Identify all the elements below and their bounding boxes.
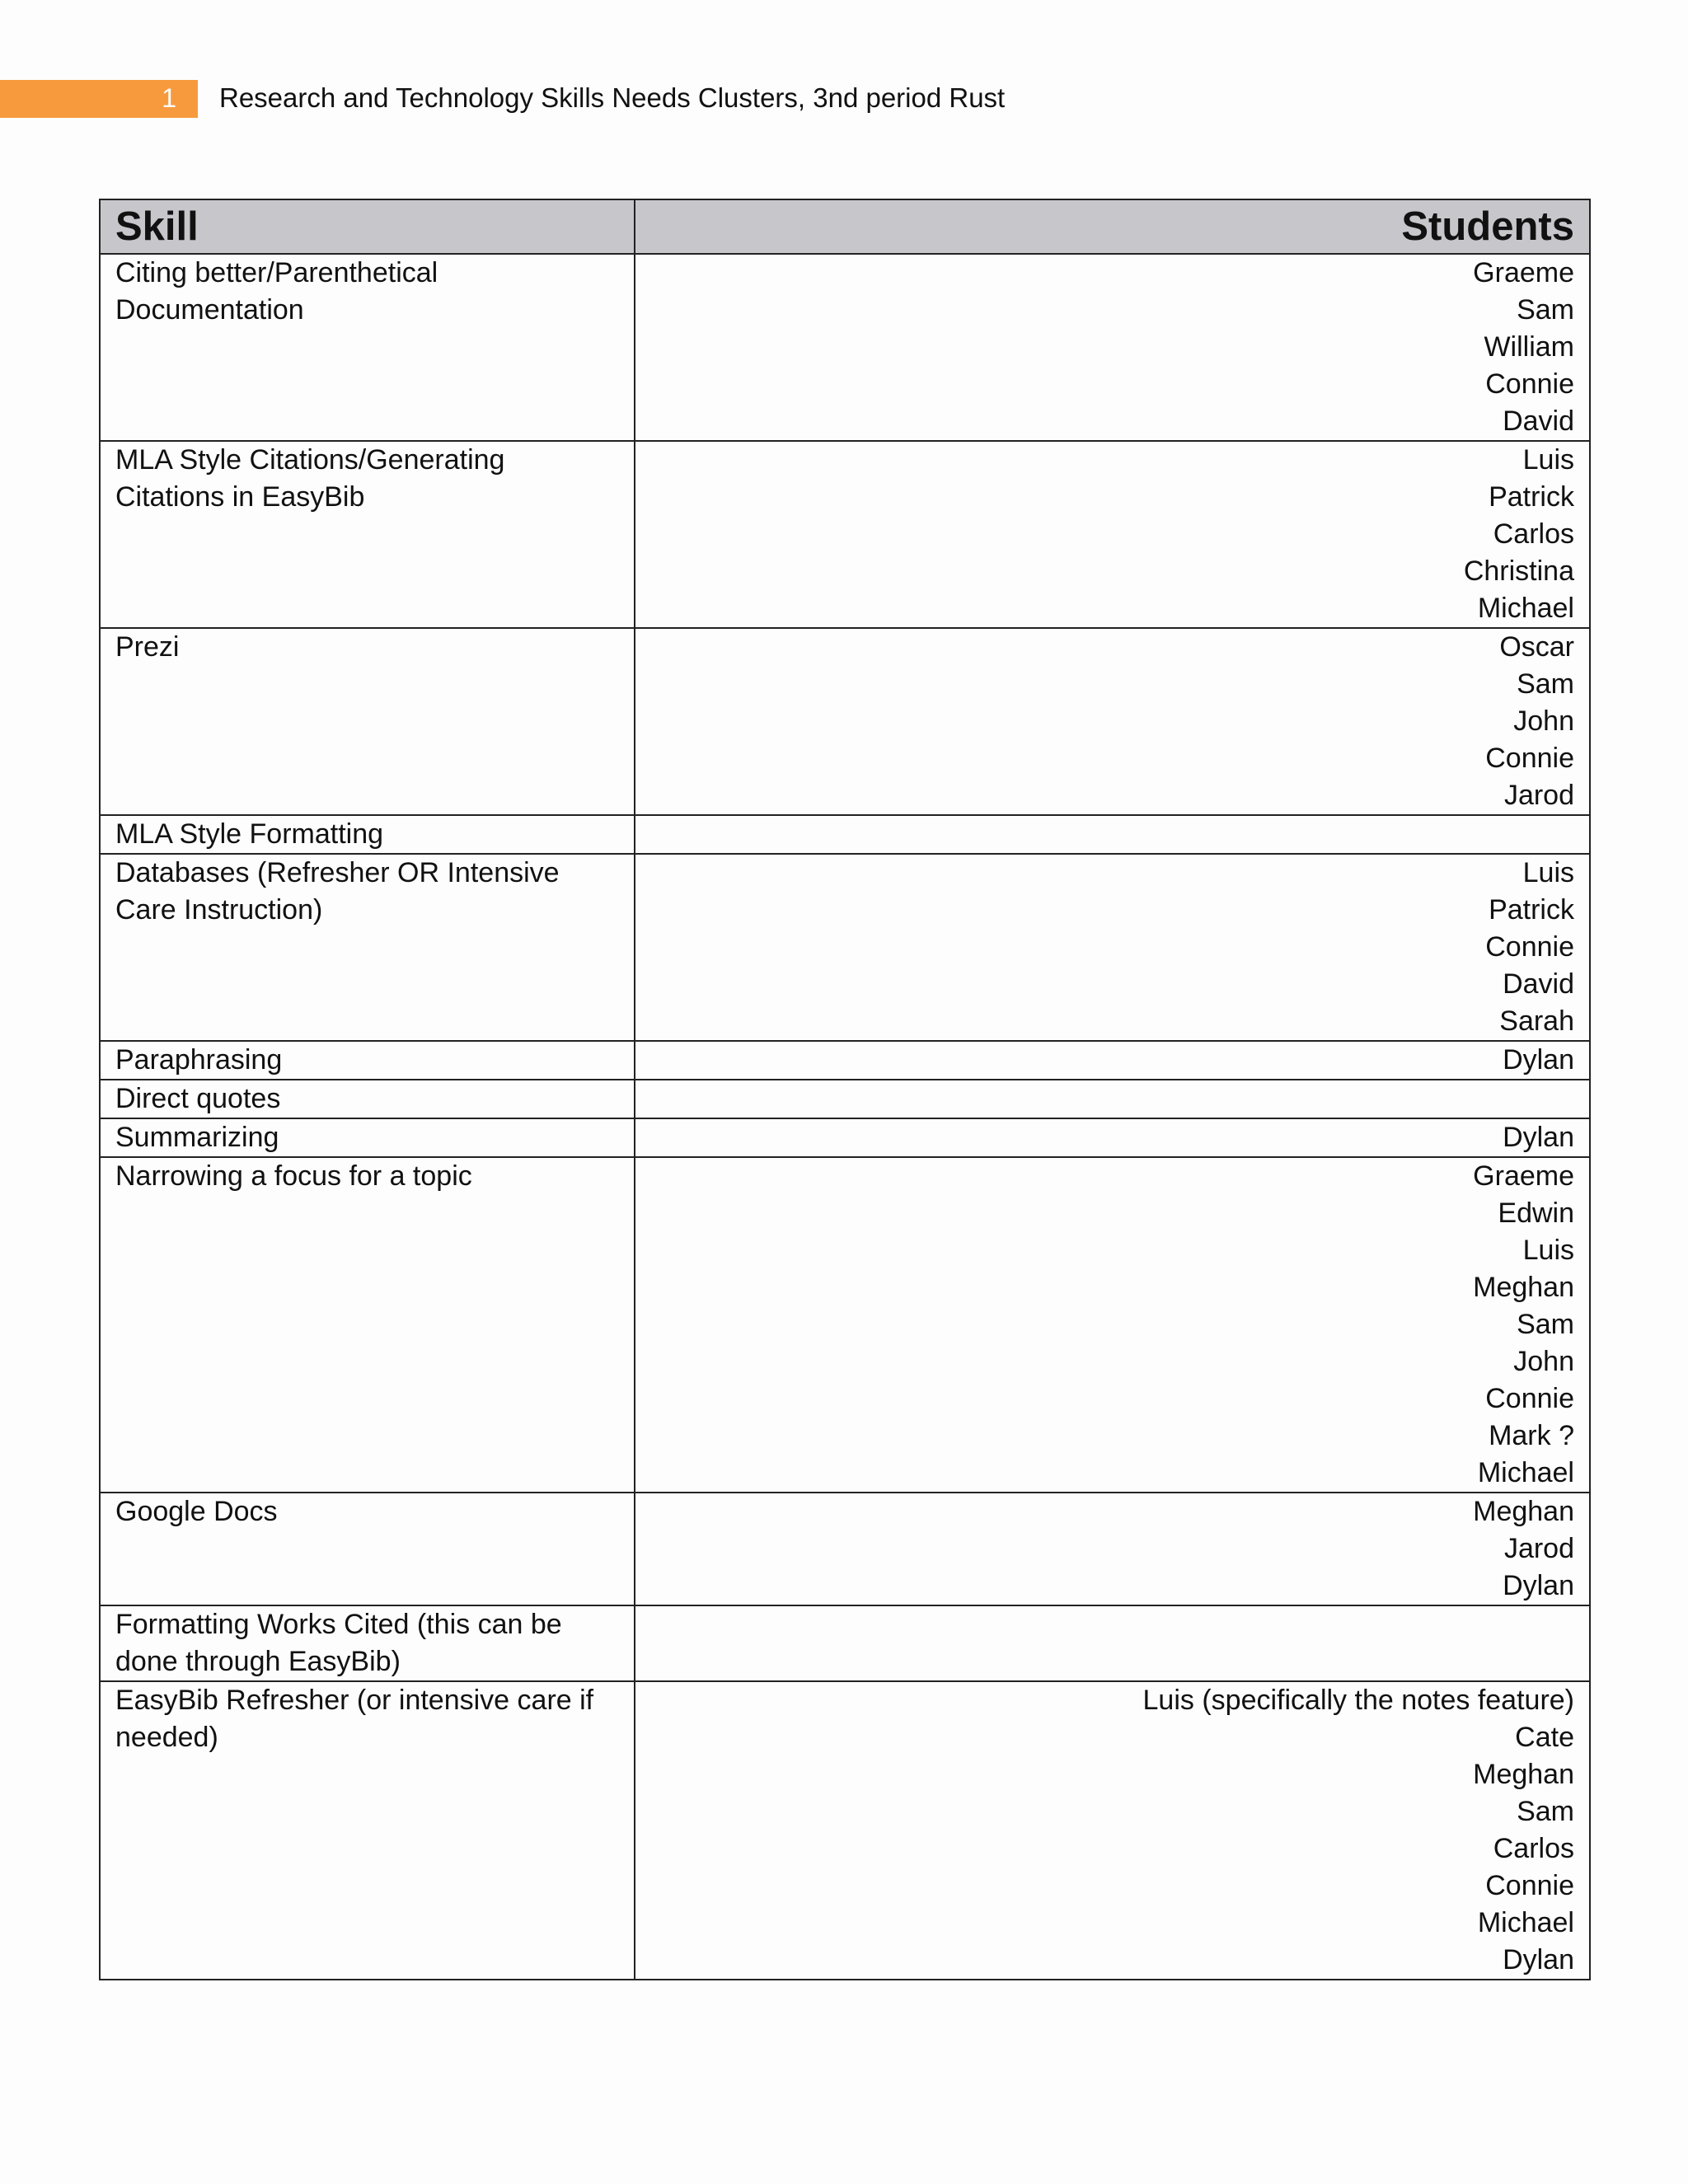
students-cell <box>635 628 1590 815</box>
students-cell <box>635 1041 1590 1080</box>
table-row <box>100 441 1590 628</box>
student-name: Luis <box>1522 1235 1574 1266</box>
student-name: Luis (specifically the notes feature) <box>1142 1685 1574 1716</box>
skill-cell <box>100 815 635 854</box>
skill-name: Citing better/Parenthetical Documentation <box>115 257 438 326</box>
skill-cell <box>100 1157 635 1493</box>
table-row <box>100 1605 1590 1681</box>
student-name: David <box>1503 968 1574 1000</box>
student-name: Dylan <box>1503 1044 1574 1076</box>
skill-cell <box>100 1118 635 1157</box>
skill-name: MLA Style Citations/Generating Citations in EasyBib <box>115 444 505 513</box>
student-name: John <box>1513 1346 1574 1377</box>
student-name: Christina <box>1463 555 1574 587</box>
student-name: Dylan <box>1503 1944 1574 1975</box>
student-name: David <box>1503 405 1574 437</box>
skill-cell <box>100 254 635 441</box>
table-row <box>100 815 1590 854</box>
student-name: Connie <box>1485 368 1574 400</box>
student-name: Mark ? <box>1489 1420 1574 1451</box>
student-name: William <box>1484 331 1574 363</box>
student-name: Carlos <box>1493 1833 1574 1864</box>
student-name: Meghan <box>1473 1759 1574 1790</box>
skill-cell <box>100 854 635 1041</box>
students-cell <box>635 254 1590 441</box>
table-row <box>100 1080 1590 1118</box>
student-name: Meghan <box>1473 1272 1574 1303</box>
student-name: Connie <box>1485 931 1574 963</box>
student-name: Graeme <box>1473 1160 1574 1192</box>
student-name: Dylan <box>1503 1570 1574 1601</box>
skill-name: Google Docs <box>115 1496 278 1527</box>
student-name: Connie <box>1485 1383 1574 1414</box>
student-name: Patrick <box>1489 894 1574 926</box>
skills-table <box>99 199 1591 1980</box>
skill-cell <box>100 628 635 815</box>
skill-cell <box>100 1080 635 1118</box>
student-name: Meghan <box>1473 1496 1574 1527</box>
page-number-bar <box>0 80 198 118</box>
table-header-row <box>100 199 1590 254</box>
skill-name: Databases (Refresher OR Intensive Care Instruction) <box>115 857 560 926</box>
student-name: Cate <box>1515 1722 1574 1753</box>
student-name: Sam <box>1517 1309 1574 1340</box>
skill-name: Prezi <box>115 631 180 663</box>
students-cell <box>635 1493 1590 1605</box>
student-name: Sarah <box>1499 1005 1574 1037</box>
skill-name: MLA Style Formatting <box>115 818 384 850</box>
student-name: Luis <box>1522 857 1574 888</box>
skill-column-header: Skill <box>100 199 635 254</box>
student-name: Michael <box>1477 1907 1574 1938</box>
student-name: Michael <box>1477 1457 1574 1488</box>
student-name: Graeme <box>1473 257 1574 288</box>
student-name: Connie <box>1485 743 1574 774</box>
students-cell <box>635 854 1590 1041</box>
student-name: Sam <box>1517 668 1574 700</box>
students-cell <box>635 1118 1590 1157</box>
skill-cell <box>100 1605 635 1681</box>
student-name: Jarod <box>1503 1533 1574 1564</box>
table-row <box>100 1118 1590 1157</box>
students-cell <box>635 441 1590 628</box>
student-name: Connie <box>1485 1870 1574 1901</box>
table-row <box>100 1493 1590 1605</box>
student-name: Sam <box>1517 294 1574 326</box>
table-row <box>100 1681 1590 1980</box>
table-row <box>100 254 1590 441</box>
students-cell <box>635 1605 1590 1681</box>
students-cell <box>635 815 1590 854</box>
skill-name: Formatting Works Cited (this can be done through EasyBib) <box>115 1609 562 1677</box>
skill-cell <box>100 1041 635 1080</box>
skill-cell <box>100 1493 635 1605</box>
table-row <box>100 1157 1590 1493</box>
skill-name: Summarizing <box>115 1122 279 1153</box>
student-name: John <box>1513 705 1574 737</box>
student-name: Luis <box>1522 444 1574 476</box>
students-cell <box>635 1080 1590 1118</box>
page-header <box>0 80 1236 118</box>
skill-cell <box>100 1681 635 1980</box>
student-name: Michael <box>1477 593 1574 624</box>
student-name: Sam <box>1517 1796 1574 1827</box>
page-number: 1 <box>162 83 176 113</box>
student-name: Patrick <box>1489 481 1574 513</box>
table-body <box>100 254 1590 1980</box>
student-name: Jarod <box>1503 780 1574 811</box>
students-cell <box>635 1681 1590 1980</box>
skill-name: Paraphrasing <box>115 1044 283 1076</box>
students-cell <box>635 1157 1590 1493</box>
skill-name: Direct quotes <box>115 1083 281 1114</box>
table-row <box>100 1041 1590 1080</box>
skill-cell <box>100 441 635 628</box>
skill-name: Narrowing a focus for a topic <box>115 1160 472 1192</box>
table-row <box>100 854 1590 1041</box>
table-row <box>100 628 1590 815</box>
students-column-header: Students <box>635 199 1590 254</box>
skill-name: EasyBib Refresher (or intensive care if needed) <box>115 1685 594 1753</box>
student-name: Oscar <box>1499 631 1574 663</box>
student-name: Dylan <box>1503 1122 1574 1153</box>
document-title: Research and Technology Skills Needs Clusters, 3nd period Rust <box>219 82 1006 113</box>
student-name: Edwin <box>1498 1197 1574 1229</box>
student-name: Carlos <box>1493 518 1574 550</box>
